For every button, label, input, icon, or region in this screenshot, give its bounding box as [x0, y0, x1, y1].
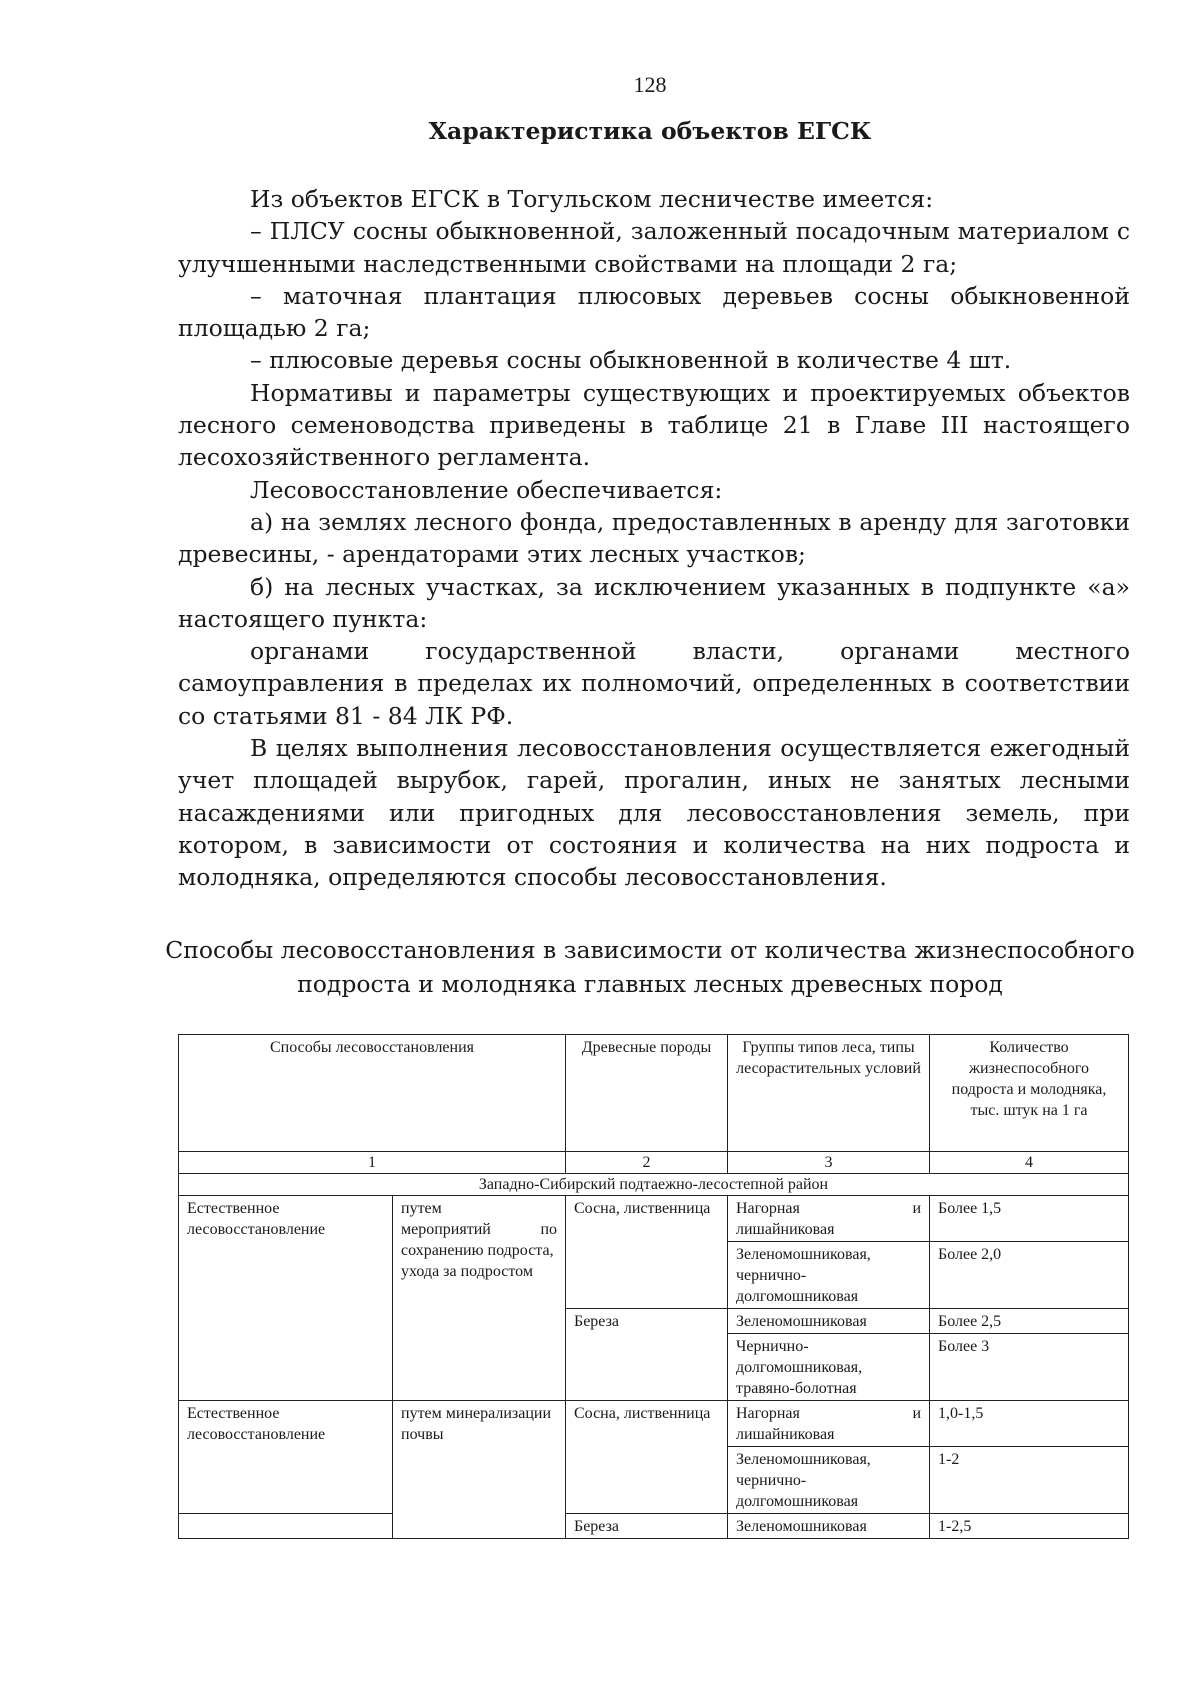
header-cell: Количество жизнеспособного подроста и молодняка, тыс. штук на 1 га [930, 1035, 1129, 1152]
forest-type-cell: Зеленомошниковая, чернично-долгомошниковая [728, 1447, 930, 1514]
table-title [150, 933, 1150, 1001]
header-row [179, 1035, 1129, 1152]
column-number: 4 [930, 1152, 1129, 1174]
paragraph: – маточная плантация плюсовых деревьев сосны обыкновенной площадью 2 га; [178, 281, 1130, 343]
page-number: 128 [633, 72, 667, 97]
means-cell: путем минерализации почвы [393, 1401, 566, 1539]
quantity-cell: 1,0-1,5 [930, 1401, 1129, 1447]
table-title-line: подроста и молодняка главных лесных древесных пород [297, 970, 1003, 998]
paragraph: б) на лесных участках, за исключением указанных в подпункте «а» настоящего пункта: [178, 572, 1130, 633]
quantity-cell: 1-2,5 [930, 1514, 1129, 1539]
species-cell: Береза [566, 1514, 728, 1539]
paragraph: органами государственной власти, органами местного самоуправления в пределах их полномочий, определенных в соответствии со статьями 81 - 84 ЛК РФ. [178, 637, 1130, 730]
header-cell: Группы типов леса, типы лесорастительных условий [728, 1035, 930, 1152]
species-cell: Сосна, лиственница [566, 1196, 728, 1309]
header-cell: Древесные породы [566, 1035, 728, 1152]
column-number: 2 [566, 1152, 728, 1174]
reforestation-table [178, 1034, 1129, 1539]
quantity-cell: Более 1,5 [930, 1196, 1129, 1242]
means-cell [393, 1196, 566, 1401]
table-row [179, 1401, 1129, 1447]
paragraph: – плюсовые деревья сосны обыкновенной в количестве 4 шт. [250, 346, 1012, 375]
region-row [179, 1174, 1129, 1196]
quantity-cell: Более 3 [930, 1334, 1129, 1401]
paragraph: Лесовосстановление обеспечивается: [250, 475, 723, 504]
region-cell: Западно-Сибирский подтаежно-лесостепной район [179, 1174, 1129, 1196]
body-text [178, 183, 1130, 894]
empty-cell [179, 1514, 393, 1539]
paragraph: Из объектов ЕГСК в Тогульском лесничестве имеется: [250, 185, 934, 213]
means-line: путем [401, 1200, 442, 1217]
method-cell: Естественное лесовосстановление [179, 1196, 393, 1401]
species-cell: Береза [566, 1309, 728, 1401]
forest-type-cell: Чернично-долгомошниковая, травяно-болотная [728, 1334, 930, 1401]
species-cell: Сосна, лиственница [566, 1401, 728, 1514]
means-line: мероприятий по [401, 1221, 557, 1238]
paragraph: В целях выполнения лесовосстановления осуществляется ежегодный учет площадей вырубок, гарей, прогалин, иных не занятых лесными насаждениями или пригодных для лесовосстановления земель, при котором, в зависимости от состояния и количества на них подроста и молодняка, определяются способы лесовосстановления. [178, 734, 1130, 892]
forest-type-cell: Нагорная и лишайниковая [728, 1196, 930, 1242]
forest-type-cell: Нагорная и лишайниковая [728, 1401, 930, 1447]
table-row [179, 1196, 1129, 1242]
quantity-cell: 1-2 [930, 1447, 1129, 1514]
column-number-row [179, 1152, 1129, 1174]
section-title: Характеристика объектов ЕГСК [428, 117, 872, 145]
table-row [179, 1514, 1129, 1539]
method-cell: Естественное лесовосстановление [179, 1401, 393, 1514]
forest-type-cell: Зеленомошниковая [728, 1514, 930, 1539]
quantity-cell: Более 2,0 [930, 1242, 1129, 1309]
quantity-cell: Более 2,5 [930, 1309, 1129, 1334]
table-title-line: Способы лесовосстановления в зависимости от количества жизнеспособного [165, 936, 1135, 964]
header-cell: Способы лесовосстановления [179, 1035, 566, 1152]
forest-type-cell: Зеленомошниковая [728, 1309, 930, 1334]
paragraph: а) на землях лесного фонда, предоставленных в аренду для заготовки древесины, - арендаторами этих лесных участков; [178, 507, 1130, 569]
paragraph: – ПЛСУ сосны обыкновенной, заложенный посадочным материалом с улучшенными наследственными свойствами на площади 2 га; [178, 217, 1130, 278]
column-number: 1 [179, 1152, 566, 1174]
forest-type-cell: Зеленомошниковая, чернично-долгомошниковая [728, 1242, 930, 1309]
column-number: 3 [728, 1152, 930, 1174]
means-line: сохранению подроста, ухода за подростом [401, 1242, 554, 1280]
paragraph: Нормативы и параметры существующих и проектируемых объектов лесного семеноводства приведены в таблице 21 в Главе III настоящего лесохозяйственного регламента. [178, 378, 1130, 472]
